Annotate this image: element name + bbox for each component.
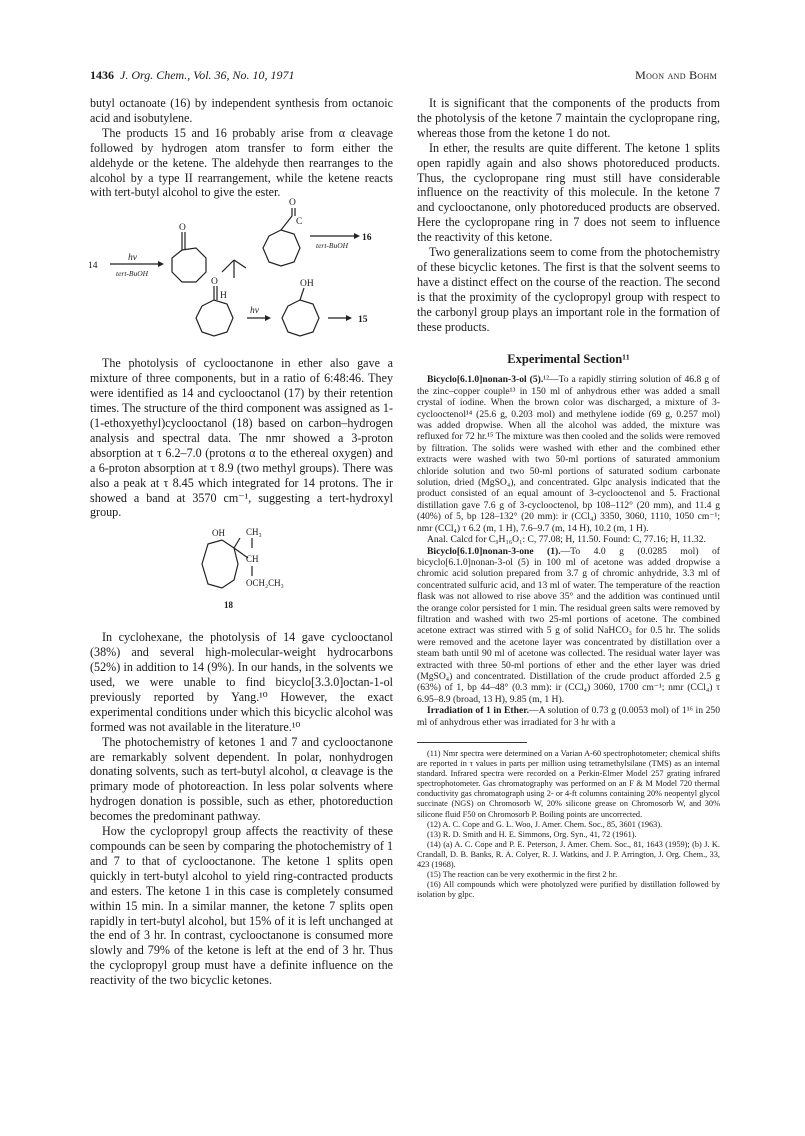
footnote: (12) A. C. Cope and G. L. Woo, J. Amer. Chem. Soc., 85, 3601 (1963).: [427, 819, 663, 829]
compound-label-16: 16: [362, 233, 372, 244]
paragraph: The photochemistry of ketones 1 and 7 and cyclooctanone are remarkably solvent dependent. In polar, nonhydrogen donating solvents, such as tert-butyl alcohol, α cleavage is the primary mode of photoreaction. In less polar solvents where hydrogen donation is possible, such as ether, photoreduction becomes the predominant pathway.: [90, 734, 393, 824]
cyclooctanone-ring: [172, 248, 206, 282]
hv-label: hν: [128, 253, 137, 264]
paragraph: The products 15 and 16 probably arise from α cleavage followed by hydrogen atom transfer to form either the aldehyde or the ketene. The aldehyde then rearranges to the alcohol by a type II rearrangement, while the ketene reacts with tert-butyl alcohol to give the ester.: [90, 125, 393, 200]
analysis-line: Anal. Calcd for C₉H₁₆O₁: C, 77.08; H, 11.50. Found: C, 77.16; H, 11.32.: [427, 534, 706, 546]
page-header: [90, 68, 717, 84]
paragraph: The photolysis of cyclooctanone in ether also gave a mixture of three components, but in a ratio of 6:48:46. They were identified as 14 and cyclooctanol (17) by their retention times. The structure of the third component was assigned as 1-(1-ethoxyethyl)cyclooctanol (18) based on carbon–hydrogen analysis and spectral data. The nmr showed a 3-proton absorption at τ 6.2–7.0 (protons α to the ethereal oxygen) and a 6-proton absorption at τ 8.9 (two methyl groups). There was also a peak at τ 8.45 which integrated for 14 protons. The ir showed a band at 3570 cm⁻¹, suggesting a tert-hydroxyl group.: [90, 356, 393, 520]
oxygen-label: O: [211, 277, 218, 288]
paragraph: butyl octanoate (16) by independent synthesis from octanoic acid and isobutylene.: [90, 96, 393, 125]
reaction-scheme: [84, 198, 394, 346]
hv-label: hν: [250, 306, 259, 317]
structure-18: [90, 524, 390, 624]
procedure-text: ¹²—To a rapidly stirring solution of 46.8 g of the zinc–copper couple¹³ in 150 ml of anhydrous ether was added a small crystal of iodine. When the brown color was discharged, a mixture of 3-cyclooctenol¹⁴ (25.6 g, 0.203 mol) and methylene iodide (69 g, 0.257 mol) was added dropwise. When all the alcohol was added, the mixture was refluxed for 72 hr.¹⁵ The mixture was then cooled and the solids were removed by filtration. The solids were washed with ether and the combined ether extracts were washed with two 50-ml portions of saturated ammonium chloride solution and two 50-ml portions of saturated sodium carbonate solution, dried (MgSO₄), and concentrated. Glpc analysis indicated that the product consisted of an equal amount of 3-cyclooctenol and 5. Fractional distillation gave 7.6 g of 3-cyclooctenol, bp 108–112° (20 mm), and 11.4 g (40%) of 5, bp 128–132° (20 mm): ir (CCl₄) 3350, 3060, 1110, 1050 cm⁻¹; nmr (CCl₄) τ 6.2 (m, 1 H), 7.6–9.7 (m, 14 H), 10.2 (m, 1 H).: [417, 374, 720, 534]
solvent-label: tert-BuOH: [316, 241, 349, 251]
hydrogen-label: H: [220, 291, 227, 302]
alcohol-ring: [282, 300, 319, 336]
carbon-label: C: [296, 217, 303, 228]
section-heading: Experimental Section¹¹: [507, 351, 630, 366]
footnote: (14) (a) A. C. Cope and P. E. Peterson, J. Amer. Chem. Soc., 81, 1643 (1959); (b) J. K. Crandall, D. B. Banks, R. A. Colyer, R. J. Watkins, and J. P. Arrington, J. Org. Chem., 33, 423 (1968).: [417, 839, 720, 870]
paragraph: Two generalizations seem to come from the photochemistry of these bicyclic ketones. The first is that the solvent seems to have a distinct effect on the course of the reaction. The second is that the proximity of the cyclopropyl group with respect to the carbonyl group plays an important role in the formation of these products.: [417, 245, 720, 334]
aldehyde-ring: [196, 300, 233, 336]
solvent-label: tert-BuOH: [116, 269, 149, 279]
left-column: [90, 96, 393, 988]
header-citation: [90, 68, 295, 83]
paragraph: In cyclohexane, the photolysis of 14 gave cyclooctanol (38%) and several high-molecular-weight hydrocarbons (52%) in addition to 14 (9%). In our hands, in the solvents we used, we were unable to find bicyclo[3.3.0]octan-1-ol previously reported by Yang.¹⁰ However, the exact experimental conditions under which this bicyclic alcohol was formed was not available in the literature.¹⁰: [90, 630, 393, 734]
footnote: (11) Nmr spectra were determined on a Varian A-60 spectrophotometer; chemical shifts are reported in τ values in parts per million using tetramethylsilane (TMS) as an internal standard. Infrared spectra were recorded on a Perkin-Elmer Model 257 grating infrared spectrophotometer. Gas chromatography was performed on an F & M Model 720 thermal conductivity gas chromatograph using 2- or 4-ft columns containing 20% neopentyl glycol succinate (NGS) on Chromosorb W, 20% silicone grease on Chromosorb W, and 30% silicone fluid F50 on Chromosorb P. Boiling points are uncorrected.: [417, 749, 720, 819]
methyl-label: CH₃: [246, 527, 262, 538]
page-number: 1436: [90, 68, 114, 82]
footnote: (16) All compounds which were photolyzed were purified by distillation followed by isolation by glpc.: [417, 880, 720, 900]
paragraph: In ether, the results are quite different. The ketone 1 splits open rapidly again and also shows photoreduced products. Thus, the cyclopropane ring must still have considerable influence on the reactivity of this molecule. In the ketone 7 and cyclooctanone, only photoreduced products are observed. Here the cyclopropane ring in 7 does not seem to influence the reactivity of this ketone.: [417, 140, 720, 245]
compound-label-15: 15: [358, 315, 368, 326]
compound-title: Bicyclo[6.1.0]nonan-3-ol (5).: [427, 374, 544, 386]
compound-title: Bicyclo[6.1.0]nonan-3-one (1).: [427, 545, 561, 557]
footnote: (13) R. D. Smith and H. E. Simmons, Org. Syn., 41, 72 (1961).: [427, 829, 637, 839]
paragraph: How the cyclopropyl group affects the reactivity of these compounds can be seen by comparing the photochemistry of 1 and 7 to that of cyclooctanone. The ketone 1 splits open quickly in tert-butyl alcohol to yield ring-contracted products and esters. The ketone 1 in this case is completely consumed within 15 min. In a similar manner, the ketone 7 splits open rapidly in tert-butyl alcohol, but 15% of it is left unchanged at the end of 3 hr. In contrast, cyclooctanone is consumed more slowly and 79% of the ketone is left at the end of 3 hr. Thus the cyclopropyl group must have a definite influence on the reactivity of the two bicyclic ketones.: [90, 824, 393, 988]
header-authors: Moon and Bohm: [635, 68, 717, 82]
compound-title: Irradiation of 1 in Ether.: [427, 705, 529, 717]
paragraph: It is significant that the components of the products from the photolysis of the ketone 7 maintain the cyclopropane ring, whereas those from the ketone 1 do not.: [417, 96, 720, 140]
compound-label-14: 14: [88, 261, 98, 272]
procedure-text: —A solution of 0.73 g (0.0053 mol) of 1¹⁶ in 250 ml of anhydrous ether was irradiated for 3 hr with a: [417, 705, 721, 728]
experimental-paragraph: [417, 374, 720, 534]
hydroxyl-label: OH: [212, 528, 225, 539]
compound-label-18: 18: [224, 600, 233, 611]
cyclooctane-ring: [202, 540, 238, 588]
footnote: (15) The reaction can be very exothermic in the first 2 hr.: [427, 870, 618, 880]
experimental-section: [417, 374, 720, 728]
oxygen-label: O: [179, 223, 186, 234]
footnote-divider: [417, 742, 527, 743]
experimental-paragraph: [417, 705, 720, 728]
ketene-ring: [263, 230, 300, 266]
methine-label: CH: [246, 554, 259, 565]
footnotes: [417, 749, 720, 900]
hydroxyl-label: OH: [300, 279, 314, 290]
procedure-text: —To 4.0 g (0.0285 mol) of bicyclo[6.1.0]nonan-3-ol (5) in 100 ml of acetone was added dropwise a chromic acid solution prepared from 3.7 g of chromic anhydride, 3.3 ml of concentrated sulfuric acid, and 13 ml of water. The temperature of the reaction flask was not allowed to rise above 35° and the addition was continued until the orange color persisted for 1 min. The residual green salts were removed by filtration and washed with two 25-ml portions of acetone. The combined acetone extract was stirred with 5 g of solid NaHCO₃ for 0.5 hr. The solids were removed and the acetone layer was concentrated by distillation over a steam bath until 90 ml of acetone was collected. The residual water layer was extracted with three 50-ml portions of ether and the ether layer was dried (MgSO₄) and concentrated. Distillation of the crude product afforded 2.5 g (63%) of 1, bp 44–48° (0.3 mm): ir (CCl₄) 3060, 1700 cm⁻¹; nmr (CCl₄) τ 6.95–8.9 (broad, 13 H), 9.85 (m, 1 H).: [417, 545, 720, 705]
right-column: [417, 96, 720, 900]
oxygen-label: O: [289, 198, 296, 209]
ethoxy-label: OCH₂CH₃: [246, 578, 284, 589]
experimental-paragraph: [417, 546, 720, 706]
journal-citation: J. Org. Chem., Vol. 36, No. 10, 1971: [120, 68, 295, 82]
